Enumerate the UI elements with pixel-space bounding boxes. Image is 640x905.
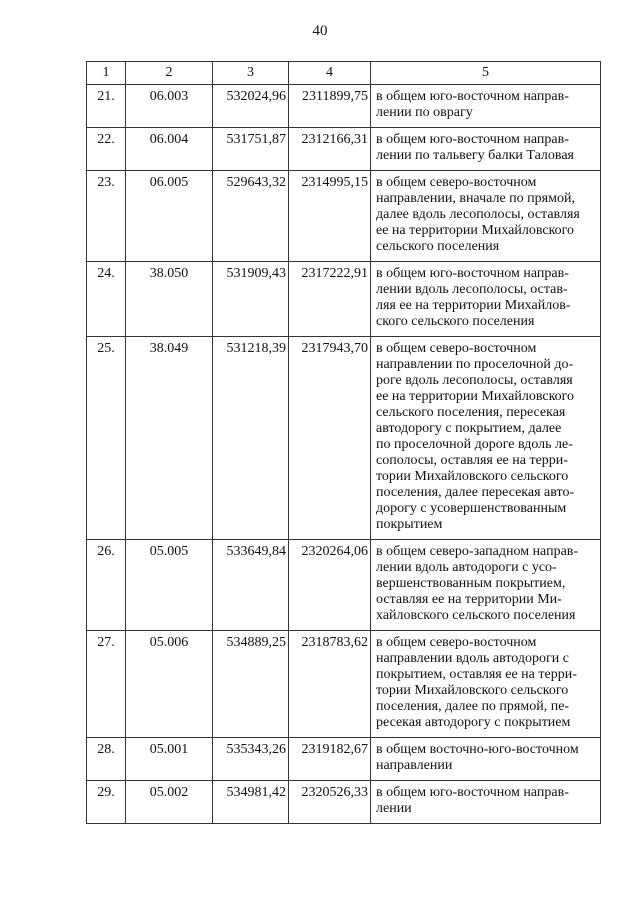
point-code: 06.003 [126, 85, 213, 128]
table-row [87, 781, 601, 824]
coordinate-y: 2320526,33 [289, 781, 371, 824]
boundary-description: в общем юго-восточном направ- лении по оврагу [371, 85, 601, 128]
boundary-description: в общем юго-восточном направ- лении вдоль лесополосы, остав- ляя ее на территории Михайлов- ского сельского поселения [371, 262, 601, 337]
coordinate-x: 535343,26 [213, 738, 289, 781]
point-code: 05.006 [126, 631, 213, 738]
point-code: 38.049 [126, 337, 213, 540]
coordinate-y: 2317943,70 [289, 337, 371, 540]
table-row [87, 171, 601, 262]
table-row [87, 262, 601, 337]
row-number: 23. [87, 171, 126, 262]
header-cell-col2: 2 [126, 62, 213, 85]
table-row [87, 337, 601, 540]
row-number: 25. [87, 337, 126, 540]
row-number: 26. [87, 540, 126, 631]
header-cell-col1: 1 [87, 62, 126, 85]
coordinate-x: 533649,84 [213, 540, 289, 631]
table-row [87, 85, 601, 128]
coordinate-y: 2320264,06 [289, 540, 371, 631]
coordinate-y: 2312166,31 [289, 128, 371, 171]
point-code: 38.050 [126, 262, 213, 337]
point-code: 06.004 [126, 128, 213, 171]
point-code: 06.005 [126, 171, 213, 262]
row-number: 22. [87, 128, 126, 171]
header-cell-col5: 5 [371, 62, 601, 85]
boundary-points-table [86, 61, 601, 824]
header-cell-col3: 3 [213, 62, 289, 85]
table-row [87, 128, 601, 171]
boundary-description: в общем северо-восточном направлении вдоль автодороги с покрытием, оставляя ее на терри- тории Михайловского сельского поселения, далее по прямой, пе- ресекая автодорогу с покрытием [371, 631, 601, 738]
coordinate-y: 2318783,62 [289, 631, 371, 738]
header-cell-col4: 4 [289, 62, 371, 85]
coordinate-x: 532024,96 [213, 85, 289, 128]
row-number: 24. [87, 262, 126, 337]
point-code: 05.005 [126, 540, 213, 631]
row-number: 27. [87, 631, 126, 738]
coordinate-x: 531909,43 [213, 262, 289, 337]
boundary-description: в общем юго-восточном направ- лении [371, 781, 601, 824]
coordinate-y: 2314995,15 [289, 171, 371, 262]
table-row [87, 631, 601, 738]
table-row [87, 738, 601, 781]
table-header-row [87, 62, 601, 85]
boundary-description: в общем северо-западном направ- лении вдоль автодороги с усо- вершенствованным покрытием, оставляя ее на территории Ми- хайловского сельского поселения [371, 540, 601, 631]
coordinate-y: 2319182,67 [289, 738, 371, 781]
coordinate-x: 534981,42 [213, 781, 289, 824]
boundary-description: в общем восточно-юго-восточном направлении [371, 738, 601, 781]
coordinate-x: 531218,39 [213, 337, 289, 540]
coordinate-x: 529643,32 [213, 171, 289, 262]
row-number: 21. [87, 85, 126, 128]
coordinate-y: 2317222,91 [289, 262, 371, 337]
row-number: 28. [87, 738, 126, 781]
boundary-description: в общем северо-восточном направлении, вначале по прямой, далее вдоль лесополосы, оставляя ее на территории Михайловского сельского поселения [371, 171, 601, 262]
coordinate-x: 534889,25 [213, 631, 289, 738]
point-code: 05.001 [126, 738, 213, 781]
page-number: 40 [312, 23, 328, 39]
coordinate-y: 2311899,75 [289, 85, 371, 128]
row-number: 29. [87, 781, 126, 824]
boundary-description: в общем северо-восточном направлении по проселочной до- роге вдоль лесополосы, оставляя ее на территории Михайловского сельского поселения, пересекая автодорогу с покрытием, далее по проселочной дороге вдоль ле- сополосы, оставляя ее на терри- тории Михайловского сельского поселения, далее пересекая авто- дорогу с усовершенствованным покрытием [371, 337, 601, 540]
coordinate-x: 531751,87 [213, 128, 289, 171]
point-code: 05.002 [126, 781, 213, 824]
table-row [87, 540, 601, 631]
boundary-description: в общем юго-восточном направ- лении по тальвегу балки Таловая [371, 128, 601, 171]
